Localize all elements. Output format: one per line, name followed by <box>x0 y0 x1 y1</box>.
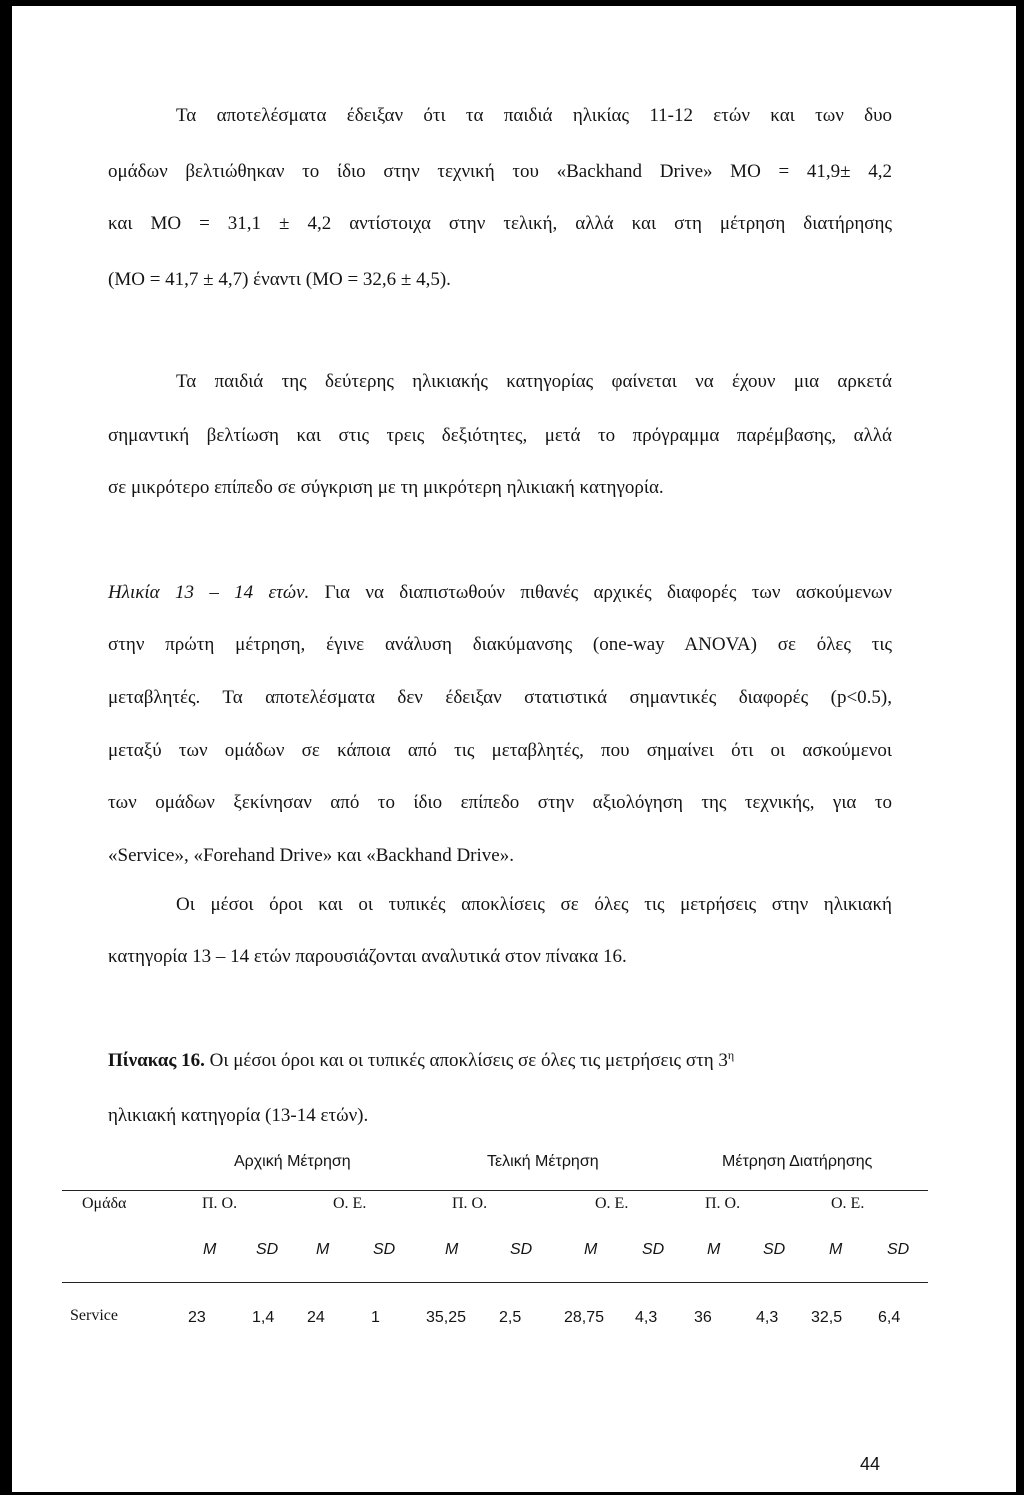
table-cell: 2,5 <box>499 1309 522 1326</box>
paragraph-line: κατηγορία 13 – 14 ετών παρουσιάζονται αναλυτικά στον πίνακα 16. <box>108 946 627 967</box>
paragraph-line: σημαντική βελτίωση και στις τρεις δεξιότητες, μετά το πρόγραμμα παρέμβασης, αλλά <box>108 425 892 446</box>
stat-header: M <box>445 1241 459 1258</box>
table-cell: 1,4 <box>252 1309 275 1326</box>
stat-header: SD <box>642 1241 665 1258</box>
stat-header: M <box>584 1241 598 1258</box>
paragraph-line: στην πρώτη μέτρηση, έγινε ανάλυση διακύμανσης (one-way ANOVA) σε όλες τις <box>108 634 892 655</box>
paragraph-line: των ομάδων ξεκίνησαν από το ίδιο επίπεδο στην αξιολόγηση της τεχνικής, για το <box>108 792 892 813</box>
paragraph-line: ομάδων βελτιώθηκαν το ίδιο στην τεχνική του «Backhand Drive» ΜΟ = 41,9± 4,2 <box>108 161 892 182</box>
sub-header: Π. Ο. <box>202 1195 238 1212</box>
stat-header: M <box>829 1241 843 1258</box>
table-cell: 4,3 <box>635 1309 658 1326</box>
sub-header: Ο. Ε. <box>333 1195 367 1212</box>
table-cell: 4,3 <box>756 1309 779 1326</box>
paragraph-line: και ΜΟ = 31,1 ± 4,2 αντίστοιχα στην τελική, αλλά και στη μέτρηση διατήρησης <box>108 213 892 234</box>
table-caption-line2: ηλικιακή κατηγορία (13-14 ετών). <box>108 1105 369 1126</box>
stat-header: SD <box>256 1241 279 1258</box>
table-caption-label: Πίνακας 16. <box>108 1050 205 1071</box>
stat-header: M <box>203 1241 217 1258</box>
sub-header: Π. Ο. <box>452 1195 488 1212</box>
table-cell: 23 <box>188 1309 206 1326</box>
table-caption <box>108 1049 734 1074</box>
table-cell: 28,75 <box>564 1309 605 1326</box>
sub-header: Ο. Ε. <box>595 1195 629 1212</box>
paragraph-text: Για να διαπιστωθούν πιθανές αρχικές διαφορές των ασκούμενων <box>309 582 892 603</box>
stat-header: SD <box>373 1241 396 1258</box>
group-header-retention: Μέτρηση Διατήρησης <box>722 1153 873 1170</box>
paragraph-line: μεταβλητές. Τα αποτελέσματα δεν έδειξαν στατιστικά σημαντικές διαφορές (p<0.5), <box>108 687 892 708</box>
stat-header: M <box>707 1241 721 1258</box>
paragraph-line: μεταξύ των ομάδων σε κάποια από τις μεταβλητές, που σημαίνει ότι οι ασκούμενοι <box>108 740 892 761</box>
stat-header: SD <box>510 1241 533 1258</box>
paragraph-line: Τα παιδιά της δεύτερης ηλικιακής κατηγορίας φαίνεται να έχουν μια αρκετά <box>176 371 892 392</box>
table-cell: 36 <box>694 1309 712 1326</box>
group-column-header: Ομάδα <box>82 1195 127 1212</box>
page-number: 44 <box>860 1454 881 1474</box>
stat-header: M <box>316 1241 330 1258</box>
paragraph-line: σε μικρότερο επίπεδο σε σύγκριση με τη μικρότερη ηλικιακή κατηγορία. <box>108 477 664 498</box>
paragraph-line: (ΜΟ = 41,7 ± 4,7) έναντι (ΜΟ = 32,6 ± 4,5). <box>108 269 451 290</box>
stat-header: SD <box>763 1241 786 1258</box>
table-cell: 32,5 <box>811 1309 843 1326</box>
stat-header: SD <box>887 1241 910 1258</box>
table-caption-sup: η <box>727 1048 735 1062</box>
group-header-initial: Αρχική Μέτρηση <box>234 1153 351 1170</box>
section-heading: Ηλικία 13 – 14 ετών. <box>108 582 310 603</box>
table-cell: 24 <box>307 1309 325 1326</box>
sub-header: Π. Ο. <box>705 1195 741 1212</box>
table-rule-mid <box>62 1282 928 1283</box>
paragraph-line: «Service», «Forehand Drive» και «Backhand Drive». <box>108 845 514 866</box>
document-page <box>12 6 1016 1492</box>
sub-header: Ο. Ε. <box>831 1195 865 1212</box>
table-cell: 35,25 <box>426 1309 467 1326</box>
paragraph-line <box>108 581 892 605</box>
table-rule-top <box>62 1190 928 1191</box>
table-cell: 1 <box>371 1309 380 1326</box>
row-label: Service <box>70 1307 118 1324</box>
table-cell: 6,4 <box>878 1309 901 1326</box>
group-header-final: Τελική Μέτρηση <box>487 1153 599 1170</box>
paragraph-line: Τα αποτελέσματα έδειξαν ότι τα παιδιά ηλικίας 11-12 ετών και των δυο <box>176 105 892 126</box>
paragraph-line: Οι μέσοι όροι και οι τυπικές αποκλίσεις σε όλες τις μετρήσεις στην ηλικιακή <box>176 894 892 915</box>
table-caption-text: Οι μέσοι όροι και οι τυπικές αποκλίσεις σε όλες τις μετρήσεις στη 3 <box>204 1050 728 1071</box>
